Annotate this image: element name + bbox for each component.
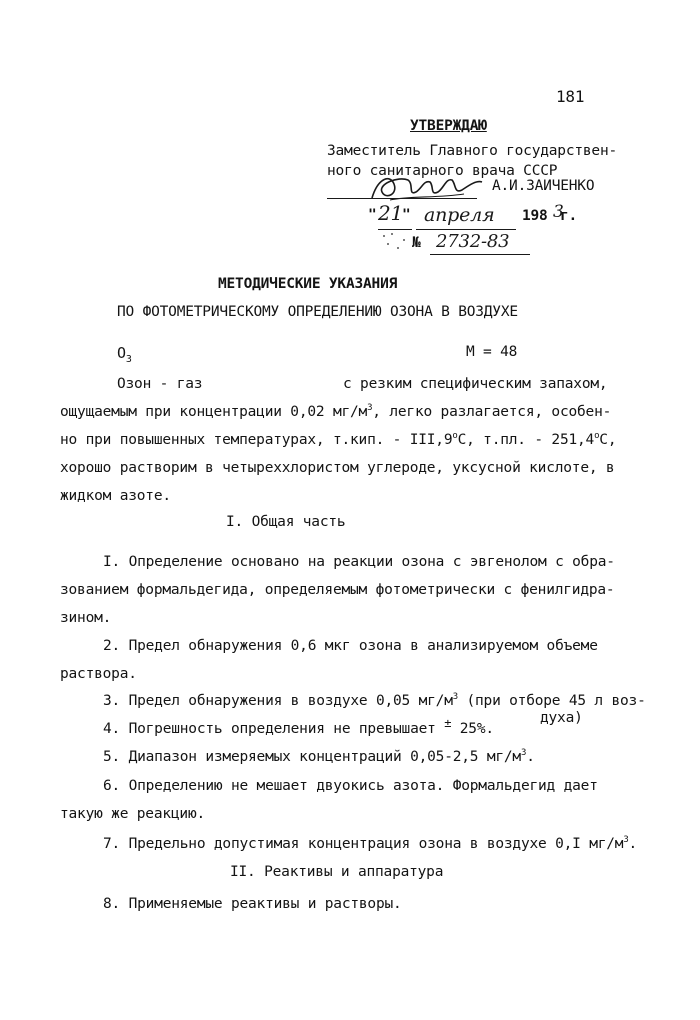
document-title: МЕТОДИЧЕСКИЕ УКАЗАНИЯ (218, 276, 398, 292)
page-number: 181 (556, 87, 585, 106)
intro-line-4: хорошо растворим в четыреххлористом углероде, уксусной кислоте, в (60, 460, 615, 476)
number-line (430, 254, 530, 255)
intro-line-5: жидком азоте. (60, 488, 171, 504)
date-month: апреля (424, 204, 495, 226)
item-3: 3. Предел обнаружения в воздухе 0,05 $мг/м^3$ (при отборе 45 л воз- (103, 692, 646, 709)
item-2-line-2: раствора. (60, 666, 137, 682)
date-month-line (416, 229, 516, 230)
item-8: 8. Применяемые реактивы и растворы. (103, 896, 402, 912)
item-7: 7. Предельно допустимая концентрация озона в воздухе 0,I $мг/м^3$. (103, 835, 638, 852)
stamp-dots (380, 230, 410, 252)
item-1-line-3: зином. (60, 610, 112, 626)
approval-position-line2: ного санитарного врача СССР (327, 163, 558, 179)
chemical-formula: $O_3$ (117, 344, 132, 365)
section-heading-general: I. Общая часть (226, 514, 346, 530)
item-6-line-2: такую же реакцию. (60, 806, 206, 822)
document-subtitle: ПО ФОТОМЕТРИЧЕСКОМУ ОПРЕДЕЛЕНИЮ ОЗОНА В ВОЗДУХЕ (117, 304, 518, 320)
intro-line-2: ощущаемым при концентрации 0,02 $мг/м^3$, легко разлагается, особен- (60, 403, 612, 420)
item-2-line-1: 2. Предел обнаружения 0,6 мкг озона в анализируемом объеме (103, 638, 598, 654)
intro-line-1a: Озон - газ (117, 376, 203, 392)
section-heading-reagents: II. Реактивы и аппаратура (230, 864, 444, 880)
item-6-line-1: 6. Определению не мешает двуокись азота. Формальдегид дает (103, 778, 598, 794)
date-day: 21 (378, 201, 404, 225)
date-open-quote: " (368, 207, 377, 223)
approval-position-line1: Заместитель Главного государствен- (327, 143, 618, 159)
date-close-quote: " (402, 207, 411, 223)
item-3-wrap: духа) (540, 710, 583, 726)
intro-line-3: но при повышенных температурах, т.кип. - $III,9^оС$, т.пл. - $251,4^оС$, (60, 431, 617, 448)
date-year-suffix: г. (560, 208, 578, 224)
item-5: 5. Диапазон измеряемых концентраций 0,05-2,5 $мг/м^3$. (103, 748, 535, 765)
date-year-prefix: 198 (522, 208, 548, 224)
approval-title: УТВЕРЖДАЮ (410, 118, 487, 134)
approval-number: 2732-83 (436, 231, 510, 252)
molar-mass: М = 48 (466, 344, 518, 360)
intro-line-1b: с резким специфическим запахом, (343, 376, 608, 392)
approval-signer: А.И.ЗАИЧЕНКО (492, 178, 595, 194)
number-symbol: № (412, 235, 421, 251)
date-year-digit: 3 (553, 202, 564, 222)
item-1-line-2: зованием формальдегида, определяемым фотометрически с фенилгидра- (60, 582, 615, 598)
item-4: 4. Погрешность определения не превышает ± 25%. (103, 716, 494, 737)
item-1-line-1: I. Определение основано на реакции озона с эвгенолом с обра- (103, 554, 615, 570)
